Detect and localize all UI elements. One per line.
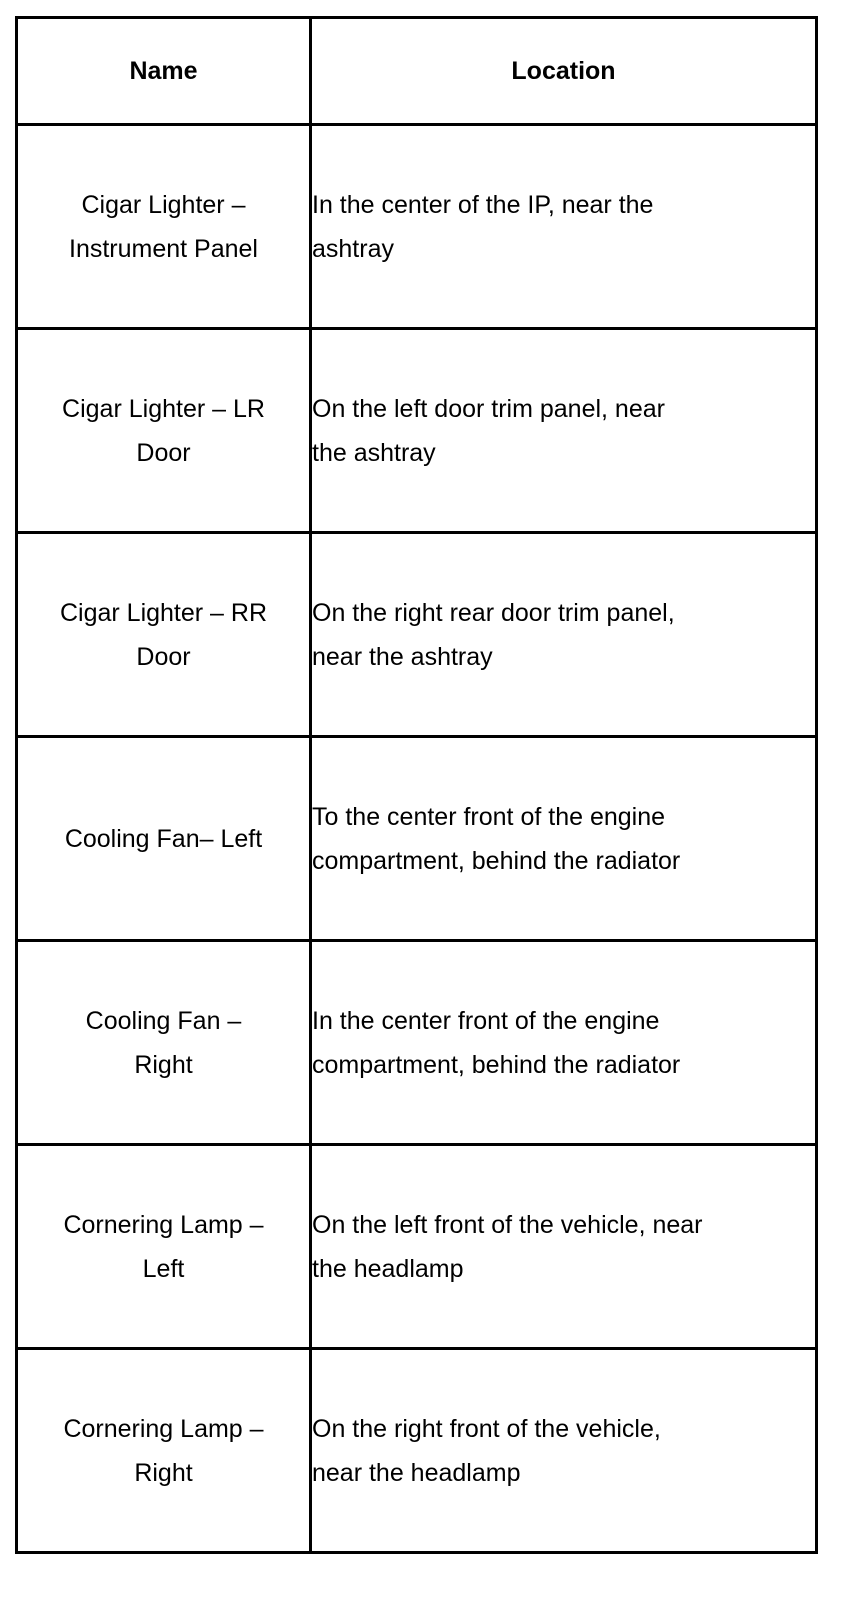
table-row — [17, 737, 817, 941]
name-line: Right — [134, 1458, 193, 1487]
name-line: Door — [136, 438, 191, 467]
name-line: Cornering Lamp – — [63, 1414, 264, 1443]
location-line: On the left front of the vehicle, near — [312, 1210, 703, 1239]
table-row — [17, 1349, 817, 1553]
name-cell — [17, 941, 311, 1145]
name-cell — [17, 1349, 311, 1553]
table-header-row — [17, 18, 817, 125]
location-line: On the right front of the vehicle, — [312, 1414, 661, 1443]
name-line: Cooling Fan – — [85, 1006, 242, 1035]
location-line: compartment, behind the radiator — [312, 846, 681, 875]
location-cell — [311, 1349, 817, 1553]
table-body — [17, 125, 817, 1553]
location-cell — [311, 1145, 817, 1349]
table-row — [17, 533, 817, 737]
table-row — [17, 329, 817, 533]
location-line: near the ashtray — [312, 642, 493, 671]
location-line: compartment, behind the radiator — [312, 1050, 681, 1079]
name-cell — [17, 329, 311, 533]
name-cell — [17, 533, 311, 737]
header-name: Name — [17, 18, 311, 125]
location-line: To the center front of the engine — [312, 802, 666, 831]
location-cell — [311, 941, 817, 1145]
table-row — [17, 125, 817, 329]
location-line: the ashtray — [312, 438, 436, 467]
name-line: Cornering Lamp – — [63, 1210, 264, 1239]
location-line: In the center front of the engine — [312, 1006, 660, 1035]
name-line: Left — [142, 1254, 185, 1283]
component-location-table — [15, 16, 818, 1554]
location-line: On the right rear door trim panel, — [312, 598, 675, 627]
name-line: Instrument Panel — [69, 234, 258, 263]
location-line: ashtray — [312, 234, 394, 263]
location-cell — [311, 737, 817, 941]
name-line: Cigar Lighter – — [81, 190, 246, 219]
location-cell — [311, 533, 817, 737]
name-cell — [17, 1145, 311, 1349]
header-location: Location — [311, 18, 817, 125]
name-cell — [17, 125, 311, 329]
name-line: Cigar Lighter – RR — [59, 598, 268, 627]
name-line: Cooling Fan– Left — [64, 824, 263, 853]
name-line: Door — [136, 642, 191, 671]
name-line: Right — [134, 1050, 193, 1079]
name-line: Cigar Lighter – LR — [62, 394, 265, 423]
location-cell — [311, 125, 817, 329]
location-line: near the headlamp — [312, 1458, 521, 1487]
location-line: In the center of the IP, near the — [312, 190, 654, 219]
location-cell — [311, 329, 817, 533]
location-line: the headlamp — [312, 1254, 464, 1283]
table-row — [17, 941, 817, 1145]
table-row — [17, 1145, 817, 1349]
name-cell — [17, 737, 311, 941]
location-line: On the left door trim panel, near — [312, 394, 665, 423]
